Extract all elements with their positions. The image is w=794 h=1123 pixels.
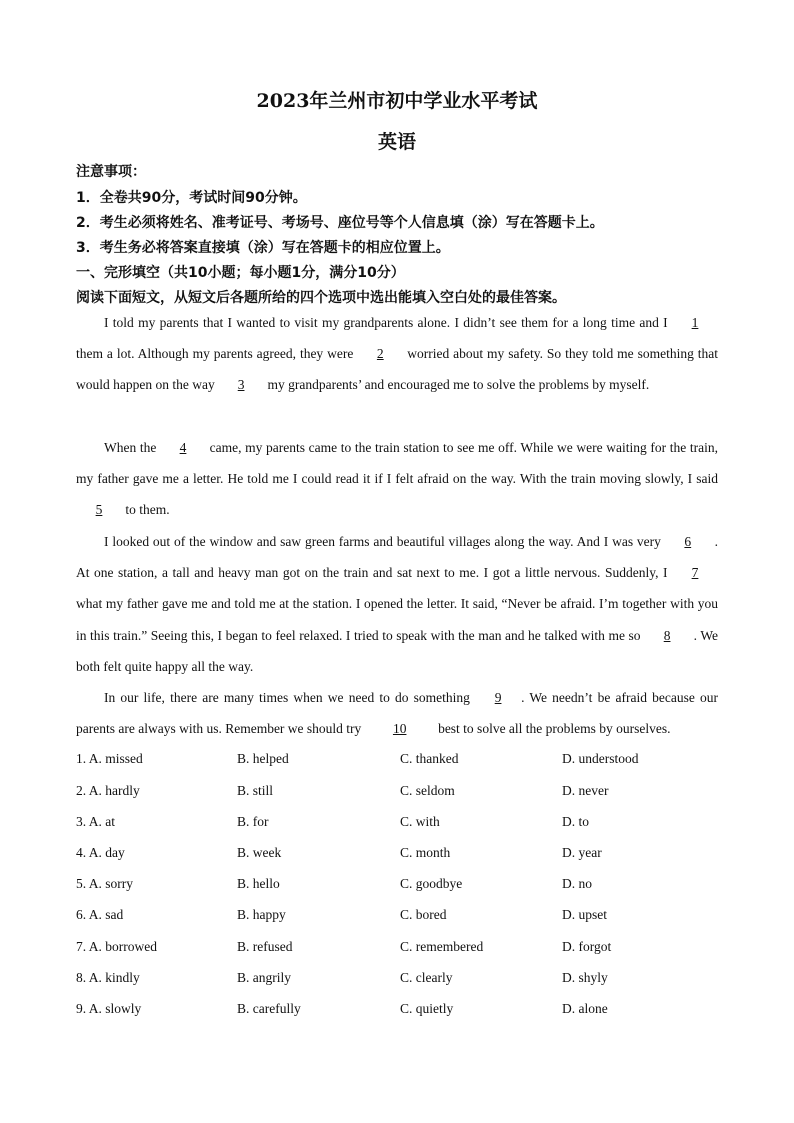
option-d: D. alone <box>562 1001 608 1016</box>
question-row-8 <box>76 970 726 990</box>
passage-text: them a lot. Although my parents agreed, they were <box>76 346 358 362</box>
option-c: C. seldom <box>400 783 455 798</box>
blank-8: 8 <box>663 627 671 643</box>
option-b: B. angrily <box>237 970 291 985</box>
option-d: D. shyly <box>562 970 608 985</box>
passage-text: what my father gave me and told me at the station. I opened the letter. It said, “Never be afraid. I’m together with you in this train.” Seeing this, I began to feel relaxed. I tried to speak with the man and he talked with me so <box>76 596 718 643</box>
option-c: C. thanked <box>400 751 459 766</box>
option-c: C. clearly <box>400 970 453 985</box>
option-d: D. never <box>562 783 609 798</box>
passage-text: best to solve all the problems by ourselves. <box>434 721 671 737</box>
question-row-3 <box>76 814 726 834</box>
option-a: 4. A. day <box>76 845 125 860</box>
passage-text: my grandparents’ and encouraged me to solve the problems by myself. <box>264 377 650 393</box>
blank-1: 1 <box>691 315 699 330</box>
option-a: 1. A. missed <box>76 751 143 766</box>
option-a: 5. A. sorry <box>76 876 133 891</box>
option-d: D. year <box>562 845 602 860</box>
blank-5: 5 <box>95 502 103 518</box>
option-c: C. bored <box>400 907 447 922</box>
option-d: D. upset <box>562 907 607 922</box>
subject-title: 英语 <box>377 131 416 153</box>
option-b: B. hello <box>237 876 280 891</box>
passage-text: In our life, there are many times when we need to do something <box>104 690 476 705</box>
blank-2: 2 <box>376 346 384 362</box>
option-b: B. for <box>237 814 269 829</box>
question-row-9 <box>76 1001 726 1021</box>
option-c: C. quietly <box>400 1001 454 1016</box>
option-d: D. forgot <box>562 939 612 954</box>
blank-9: 9 <box>494 690 502 705</box>
passage-text: . We both felt quite happy all the way. <box>76 627 718 674</box>
blank-3: 3 <box>237 377 245 393</box>
blank-6: 6 <box>684 534 692 549</box>
option-b: B. refused <box>237 939 293 954</box>
note-item-3: 3．考生务必将答案直接填（涂）写在答题卡的相应位置上。 <box>76 240 450 256</box>
option-b: B. happy <box>237 907 286 922</box>
option-c: C. with <box>400 814 440 829</box>
passage-text: I told my parents that I wanted to visit my grandparents alone. I didn’t see them for a long time and I <box>104 315 672 330</box>
passage-paragraph-2 <box>76 432 718 526</box>
blank-4: 4 <box>179 440 187 455</box>
passage-paragraph-4 <box>76 682 718 744</box>
passage-text: to them. <box>122 502 170 518</box>
passage-text: I looked out of the window and saw green farms and beautiful villages along the way. And I was very <box>104 534 665 549</box>
option-b: B. week <box>237 845 282 860</box>
passage-text: . We needn’t be afraid because our parents are always with us. Remember we should try <box>76 690 718 737</box>
notes-heading: 注意事项： <box>76 164 146 180</box>
question-row-6 <box>76 907 726 927</box>
question-row-1 <box>76 751 726 771</box>
question-row-7 <box>76 939 726 959</box>
option-b: B. helped <box>237 751 289 766</box>
blank-10: 10 <box>392 721 407 737</box>
note-item-1: 1．全卷共90分，考试时间90分钟。 <box>76 190 307 206</box>
option-b: B. still <box>237 783 274 798</box>
option-a: 9. A. slowly <box>76 1001 142 1016</box>
option-a: 2. A. hardly <box>76 783 140 798</box>
option-a: 8. A. kindly <box>76 970 140 985</box>
section-instruction: 阅读下面短文，从短文后各题所给的四个选项中选出能填入空白处的最佳答案。 <box>76 290 566 306</box>
passage-text: When the <box>104 440 160 455</box>
option-a: 7. A. borrowed <box>76 939 157 954</box>
blank-7: 7 <box>691 565 699 581</box>
option-c: C. month <box>400 845 451 860</box>
passage-paragraph-3 <box>76 526 718 682</box>
option-c: C. goodbye <box>400 876 463 891</box>
question-row-4 <box>76 845 726 865</box>
passage-text: . At one station, a tall and heavy man got on the train and sat next to me. I got a little nervous. Suddenly, I <box>76 534 719 581</box>
option-c: C. remembered <box>400 939 484 954</box>
passage-text: came, my parents came to the train station to see me off. While we were waiting for the train, my father gave me a letter. He told me I could read it if I felt afraid on the way. With the train moving slowly, I said <box>76 440 718 487</box>
section-heading: 一、完形填空（共10小题；每小题1分，满分10分） <box>76 265 405 281</box>
option-d: D. no <box>562 876 592 891</box>
option-d: D. to <box>562 814 589 829</box>
option-b: B. carefully <box>237 1001 301 1016</box>
option-a: 6. A. sad <box>76 907 124 922</box>
passage-text: worried about my safety. So they told me something that would happen on the way <box>76 346 719 393</box>
exam-title: 2023年兰州市初中学业水平考试 <box>256 90 538 112</box>
question-row-2 <box>76 783 726 803</box>
passage-paragraph-1 <box>76 307 718 401</box>
option-d: D. understood <box>562 751 639 766</box>
question-row-5 <box>76 876 726 896</box>
note-item-2: 2．考生必须将姓名、准考证号、考场号、座位号等个人信息填（涂）写在答题卡上。 <box>76 215 604 231</box>
option-a: 3. A. at <box>76 814 115 829</box>
